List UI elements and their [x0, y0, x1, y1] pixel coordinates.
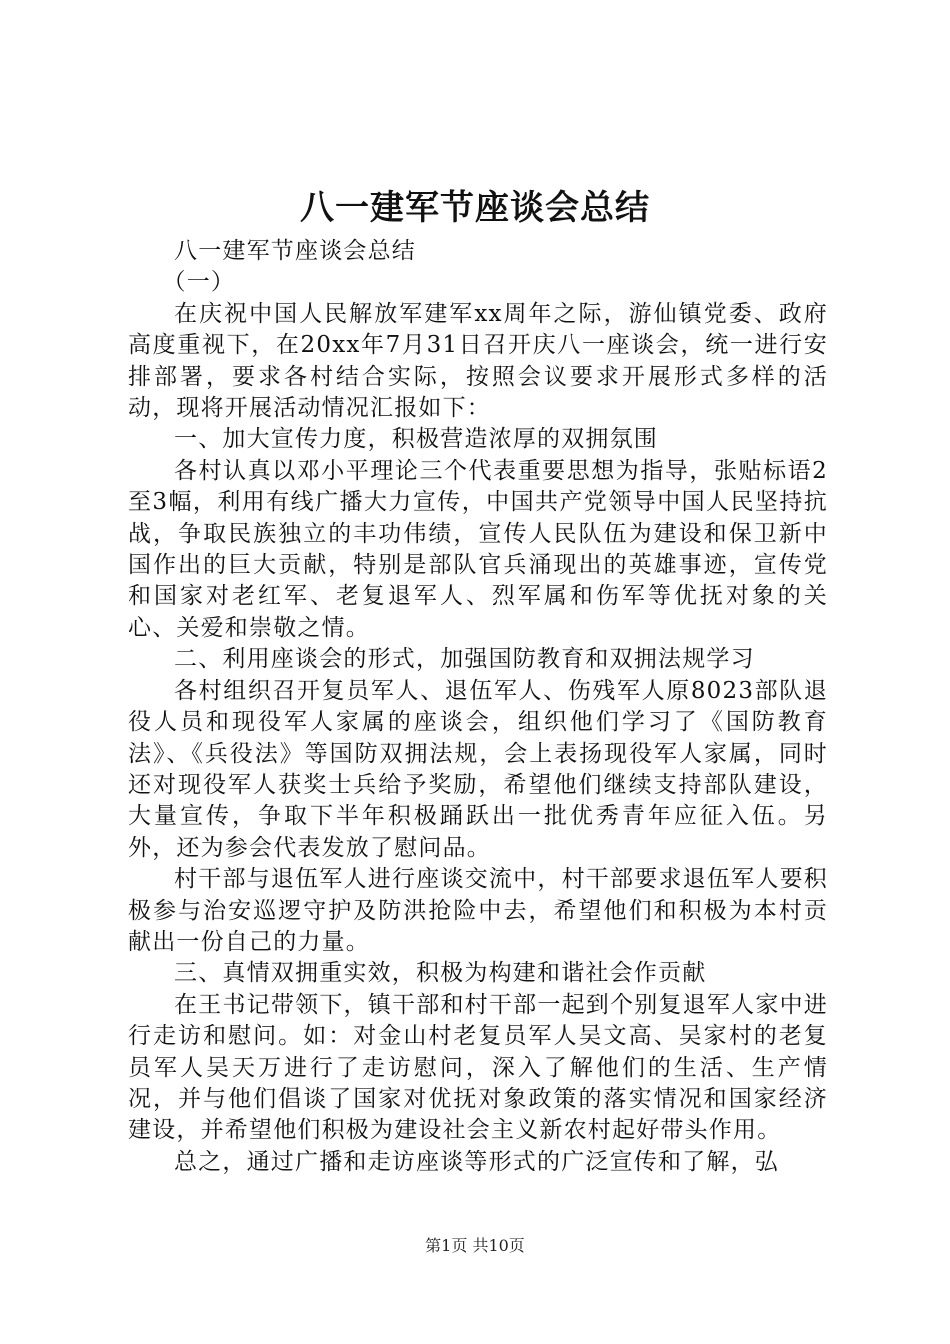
- section-heading-1: 一、加大宣传力度，积极营造浓厚的双拥氛围: [174, 426, 658, 453]
- paragraph-conclusion: 总之，通过广播和走访座谈等形式的广泛宣传和了解，弘: [174, 1148, 779, 1175]
- section-number: （一）: [162, 269, 236, 296]
- document-subtitle: 八一建军节座谈会总结: [174, 238, 416, 264]
- document-body: [128, 236, 828, 1178]
- paragraph: 在王书记带领下，镇干部和村干部一起到个别复退军人家中进行走访和慰问。如：对金山村老复员军人吴文高、吴家村的老复员军人吴天万进行了走访慰问，深入了解他们的生活、生产情况，并与他们倡谈了国家对优抚对象政策的落实情况和国家经济建设，并希望他们积极为建设社会主义新农村起好带头作用。: [128, 991, 828, 1144]
- section-heading-3: 三、真情双拥重实效，积极为构建和谐社会作贡献: [174, 960, 707, 987]
- paragraph: 各村组织召开复员军人、退伍军人、伤残军人原8023部队退役人员和现役军人家属的座谈会，组织他们学习了《国防教育法》、《兵役法》等国防双拥法规，会上表扬现役军人家属，同时还对现役军人获奖士兵给予奖励，希望他们继续支持部队建设，大量宣传，争取下半年积极踊跃出一批优秀青年应征入伍。另外，还为参会代表发放了慰问品。: [128, 677, 828, 861]
- paragraph: 村干部与退伍军人进行座谈交流中，村干部要求退伍军人要积极参与治安巡逻守护及防洪抢险中去，希望他们和积极为本村贡献出一份自己的力量。: [128, 866, 828, 955]
- section-heading-2: 二、利用座谈会的形式，加强国防教育和双拥法规学习: [174, 646, 755, 673]
- paragraph-intro: 在庆祝中国人民解放军建军xx周年之际，游仙镇党委、政府高度重视下，在20xx年7月31日召开庆八一座谈会，统一进行安排部署，要求各村结合实际，按照会议要求开展形式多样的活动，现将开展活动情况汇报如下：: [128, 300, 828, 422]
- document-title: 八一建军节座谈会总结: [300, 188, 650, 228]
- paragraph: 各村认真以邓小平理论三个代表重要思想为指导，张贴标语2至3幅，利用有线广播大力宣传，中国共产党领导中国人民坚持抗战，争取民族独立的丰功伟绩，宣传人民队伍为建设和保卫新中国作出的巨大贡献，特别是部队官兵涌现出的英雄事迹，宣传党和国家对老红军、老复退军人、烈军属和伤军等优抚对象的关心、关爱和崇敬之情。: [128, 457, 828, 641]
- page-footer: 第1页 共10页: [425, 1236, 525, 1255]
